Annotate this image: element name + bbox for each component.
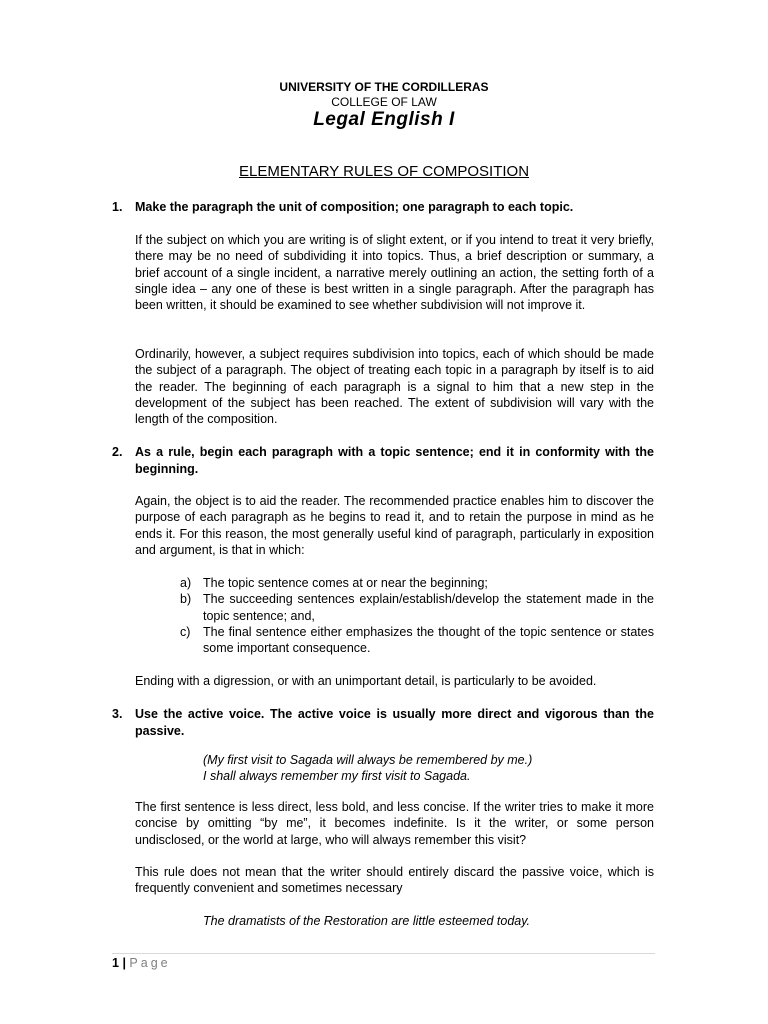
rule-heading-text: As a rule, begin each paragraph with a topic sentence; end it in conformity with the beginning. xyxy=(135,445,654,476)
course-title: Legal English I xyxy=(313,109,455,130)
rule-1-heading xyxy=(112,199,654,216)
college-name: COLLEGE OF LAW xyxy=(331,95,437,109)
rule-heading-text: Make the paragraph the unit of composition; one paragraph to each topic. xyxy=(135,200,574,214)
page-label: Page xyxy=(129,956,171,970)
footer-divider xyxy=(112,953,655,954)
example-active: I shall always remember my first visit to Sagada. xyxy=(203,769,471,783)
rule-heading-text: Use the active voice. The active voice is usually more direct and vigorous than the passive. xyxy=(135,707,654,738)
rule-2-paragraph-1: Again, the object is to aid the reader. The recommended practice enables him to discover the purpose of each paragraph as he begins to read it, and to retain the purpose in mind as he ends it. For this reason, the most generally useful kind of paragraph, particularly in exposition and argument, is that in which: xyxy=(135,494,654,557)
list-marker: a) xyxy=(180,576,192,590)
rule-number: 2. xyxy=(112,445,123,459)
page-footer xyxy=(112,955,171,971)
rule-number: 3. xyxy=(112,707,123,721)
rule-2-heading xyxy=(112,444,654,478)
rule-3-heading xyxy=(112,706,654,740)
list-marker: b) xyxy=(180,592,192,607)
list-item xyxy=(180,624,654,657)
list-item-text: The final sentence either emphasizes the thought of the topic sentence or states some important consequence. xyxy=(203,624,654,656)
rule-2-closing: Ending with a digression, or with an unimportant detail, is particularly to be avoided. xyxy=(135,674,597,688)
page-number: 1 xyxy=(112,956,119,970)
list-marker: c) xyxy=(180,624,191,639)
example-final: The dramatists of the Restoration are little esteemed today. xyxy=(203,914,531,928)
rule-2-list xyxy=(180,575,654,656)
rule-3-paragraph-1: The first sentence is less direct, less bold, and less concise. If the writer tries to make it more concise by omitting “by me”, it becomes indefinite. Is it the writer, or some person undisclosed, or the world at large, who will always remember this visit? xyxy=(135,800,654,847)
rule-3-paragraph-2: This rule does not mean that the writer should entirely discard the passive voice, which is frequently convenient and sometimes necessary xyxy=(135,865,654,896)
rule-1-paragraph-2: Ordinarily, however, a subject requires subdivision into topics, each of which should be made the subject of a paragraph. The object of treating each topic in a paragraph by itself is to aid the reader. The beginning of each paragraph is a signal to him that a new step in the development of the subject has been reached. The extent of subdivision will vary with the length of the composition. xyxy=(135,347,654,427)
rule-number: 1. xyxy=(112,200,123,214)
university-name: UNIVERSITY OF THE CORDILLERAS xyxy=(279,80,489,94)
list-item xyxy=(180,575,654,591)
footer-separator: | xyxy=(122,956,126,970)
document-title: ELEMENTARY RULES OF COMPOSITION xyxy=(238,163,530,180)
list-item xyxy=(180,591,654,624)
list-item-text: The succeeding sentences explain/establish/develop the statement made in the topic sentence; and, xyxy=(203,592,654,623)
list-item-text: The topic sentence comes at or near the beginning; xyxy=(203,576,488,590)
rule-1-paragraph-1: If the subject on which you are writing is of slight extent, or if you intend to treat it very briefly, there may be no need of subdividing it into topics. Thus, a brief description or summary, a brief account of a single incident, a narrative merely outlining an action, the setting forth of a single idea – any one of these is best written in a single paragraph. After the paragraph has been written, it should be examined to see whether subdivision will not improve it. xyxy=(135,233,654,313)
example-passive: (My first visit to Sagada will always be remembered by me.) xyxy=(203,753,533,767)
